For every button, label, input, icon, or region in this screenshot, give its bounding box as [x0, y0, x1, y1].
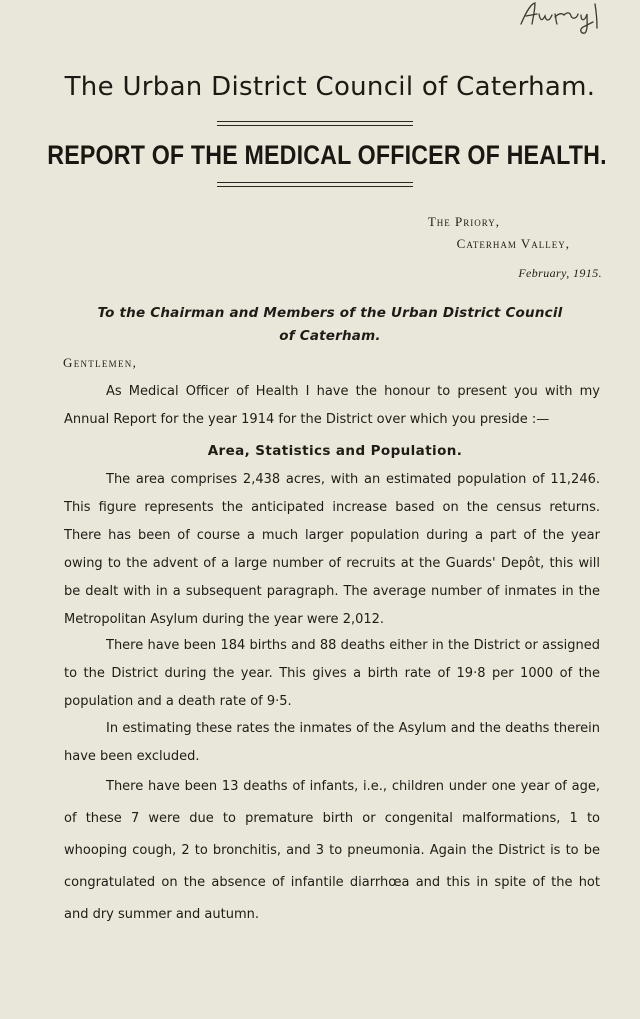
divider-rule: [217, 121, 413, 122]
body-paragraph: There have been 184 births and 88 deaths either in the District or assigned to the District during the year. This gives a birth rate of 19·8 per 1000 of the population and a death rate of 9·5.: [64, 638, 600, 709]
divider-rule: [217, 125, 413, 126]
council-title: The Urban District Council of Caterham.: [64, 72, 596, 102]
report-title: REPORT OF THE MEDICAL OFFICER OF HEALTH.: [47, 140, 607, 170]
addressee-line-1: To the Chairman and Members of the Urban District Council: [97, 305, 563, 321]
section-heading: Area, Statistics and Population.: [207, 443, 463, 459]
intro-paragraph: As Medical Officer of Health I have the honour to present you with my Annual Report for the year 1914 for the District over which you preside :—: [64, 384, 600, 427]
address-line-1: The Priory,: [427, 214, 500, 229]
letter-date: February, 1915.: [518, 266, 602, 280]
divider-rule: [217, 182, 413, 183]
address-line-2: Caterham Valley,: [456, 236, 570, 251]
body-paragraph: In estimating these rates the inmates of the Asylum and the deaths therein have been excluded.: [64, 721, 600, 764]
addressee-line-2: of Caterham.: [279, 328, 381, 344]
body-paragraph: There have been 13 deaths of infants, i.e., children under one year of age, of these 7 were due to premature birth or congenital malformations, 1 to whooping cough, 2 to bronchitis, and 3 to pneumonia. Again the District is to be congratulated on the absence of infantile diarrhœa and this in spite of the hot and dry summer and autumn.: [64, 779, 600, 922]
body-paragraph: The area comprises 2,438 acres, with an estimated population of 11,246. This figure represents the anticipated increase based on the census returns. There has been of course a much larger population during a part of the year owing to the advent of a large number of recruits at the Guards' Depôt, this will be dealt with in a subsequent paragraph. The average number of inmates in the Metropolitan Asylum during the year were 2,012.: [64, 472, 600, 627]
divider-rule: [217, 186, 413, 187]
salutation: Gentlemen,: [63, 355, 138, 370]
handwritten-signature: [515, 0, 615, 34]
